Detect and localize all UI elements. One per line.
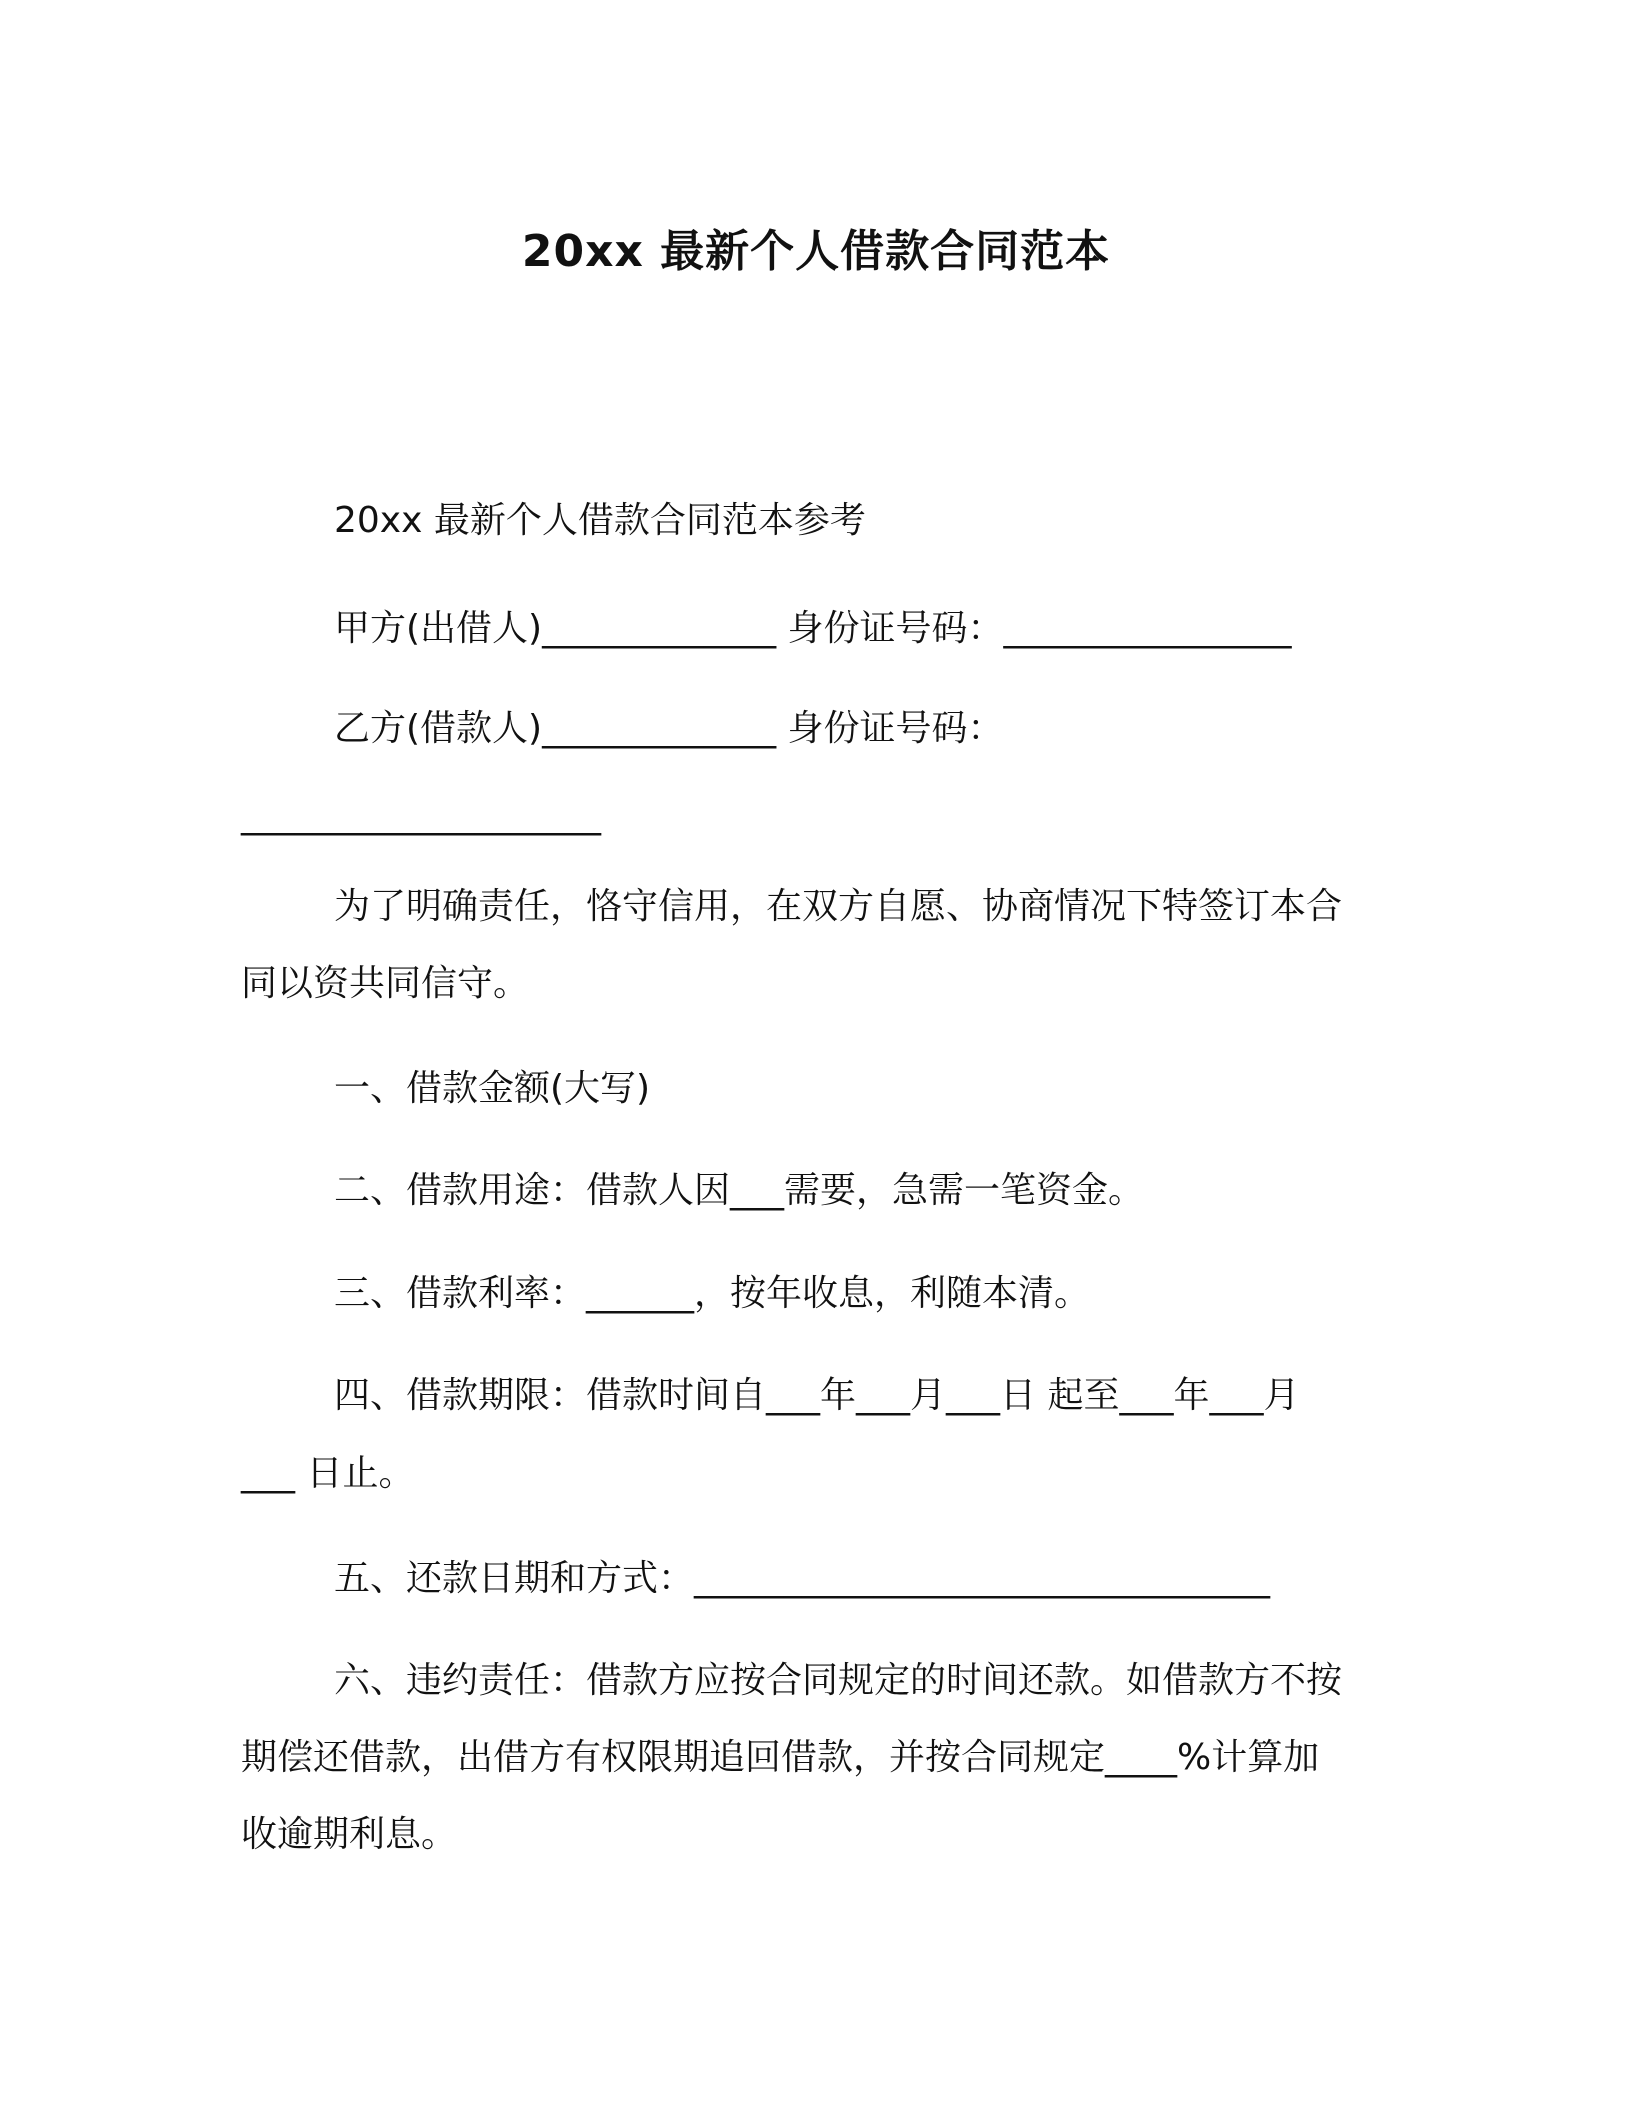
party-b-line: 乙方(借款人)_____________ 身份证号码： xyxy=(334,708,1004,749)
clause-6-line-2: 期偿还借款，出借方有权限期追回借款，并按合同规定____%计算加 xyxy=(241,1737,1320,1778)
page-title: 20xx 最新个人借款合同范本 xyxy=(521,226,1111,277)
clause-5: 五、还款日期和方式：________________________________ xyxy=(334,1558,1271,1599)
party-b-id-blank: ____________________ xyxy=(241,795,601,836)
clause-1: 一、借款金额(大写) xyxy=(334,1068,651,1109)
clause-3: 三、借款利率：______，按年收息，利随本清。 xyxy=(334,1273,1091,1314)
party-a-line: 甲方(出借人)_____________ 身份证号码：________________ xyxy=(334,608,1292,649)
preamble-line-1: 为了明确责任，恪守信用，在双方自愿、协商情况下特签订本合 xyxy=(334,886,1343,927)
clause-6-line-3: 收逾期利息。 xyxy=(241,1814,458,1855)
preamble-line-2: 同以资共同信守。 xyxy=(241,963,530,1004)
clause-6-line-1: 六、违约责任：借款方应按合同规定的时间还款。如借款方不按 xyxy=(334,1660,1343,1701)
document-subtitle: 20xx 最新个人借款合同范本参考 xyxy=(334,500,866,541)
clause-4-line-1: 四、借款期限：借款时间自___年___月___日 起至___年___月 xyxy=(334,1375,1300,1416)
clause-2: 二、借款用途：借款人因___需要，急需一笔资金。 xyxy=(334,1170,1145,1211)
clause-4-line-2: ___ 日止。 xyxy=(241,1453,415,1494)
